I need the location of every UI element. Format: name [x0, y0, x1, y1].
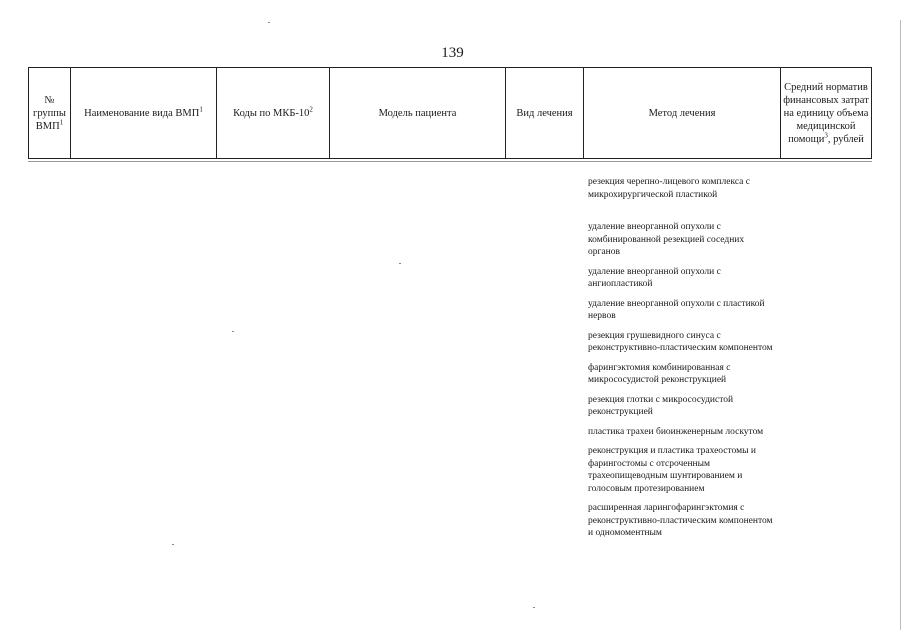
header-icd-codes — [217, 68, 330, 158]
list-item: удаление внеорганной опухоли с пластикой нервов — [588, 298, 765, 321]
treatment-method-list — [588, 176, 778, 547]
header-patient-model-label: Модель пациента — [378, 107, 457, 119]
list-item: реконструкция и пластика трахеостомы и фарингостомы с отсроченным трахеопищеводным шунтированием и голосовым протезированием — [588, 446, 756, 494]
header-patient-model — [330, 68, 506, 158]
header-average-cost — [781, 68, 871, 158]
header-vmp-name-label: Наименование вида ВМП — [84, 107, 200, 119]
scan-speck — [172, 544, 174, 545]
list-item: резекция грушевидного синуса с реконструктивно-пластическим компонентом — [588, 330, 773, 353]
header-group-no — [29, 68, 71, 158]
header-average-cost-suffix: , рублей — [827, 133, 864, 145]
list-item: удаление внеорганной опухоли с комбинированной резекцией соседних органов — [588, 222, 745, 257]
scan-speck — [533, 607, 535, 608]
list-item: фарингэктомия комбинированная с микрососудистой реконструкцией — [588, 362, 731, 385]
footnote-marker: 1 — [59, 118, 64, 126]
list-item: резекция черепно-лицевого комплекса с микрохирургической пластикой — [588, 177, 750, 200]
scan-speck — [232, 331, 234, 332]
table-header — [28, 67, 872, 159]
footnote-marker: 1 — [199, 105, 203, 113]
scan-speck — [268, 22, 270, 23]
scan-speck — [399, 263, 401, 264]
footnote-marker: 3 — [824, 131, 828, 139]
header-icd-codes-label: Коды по МКБ-10 — [233, 107, 310, 119]
header-treatment-type — [506, 68, 584, 158]
header-group-no-label: № группы ВМП — [33, 94, 66, 132]
list-item: удаление внеорганной опухоли с ангиопластикой — [588, 266, 721, 289]
header-treatment-method — [584, 68, 781, 158]
scan-edge — [900, 20, 901, 630]
table-divider — [28, 161, 872, 162]
header-treatment-method-label: Метод лечения — [648, 107, 716, 119]
list-item: расширенная ларингофарингэктомия с реконструктивно-пластическим компонентом и одномоментным — [588, 503, 773, 538]
header-treatment-type-label: Вид лечения — [516, 107, 573, 119]
list-item: резекция глотки с микрососудистой реконструкцией — [588, 394, 734, 417]
footnote-marker: 2 — [309, 105, 313, 113]
header-average-cost-label: Средний норматив финансовых затрат на единицу объема медицинской помощи — [783, 81, 869, 145]
header-vmp-name — [71, 68, 217, 158]
page-number: 139 — [441, 45, 464, 61]
list-item: пластика трахеи биоинженерным лоскутом — [588, 426, 764, 437]
